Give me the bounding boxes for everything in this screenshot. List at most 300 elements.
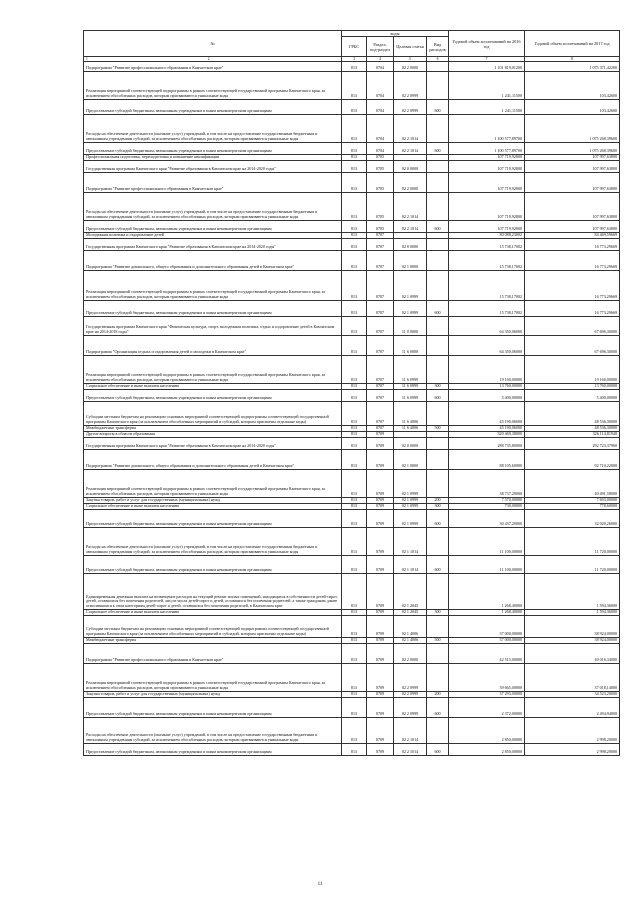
row-name: Предоставление субсидий бюджетным, автономным учреждениям и иным некоммерческим организациям [84, 510, 342, 528]
row-2016: 37 000,00000 [449, 616, 525, 638]
col-number: 8 [525, 57, 620, 62]
table-row [84, 221, 620, 233]
row-section: 0705 [367, 221, 394, 233]
row-target: 02 2 0999 [394, 100, 427, 115]
row-target: 11 6 0999 [394, 356, 427, 384]
row-2017: 48 536,30000 [525, 402, 620, 426]
row-2016: 37 000,00000 [449, 638, 525, 644]
row-grbs: 813 [342, 390, 367, 402]
row-section: 0707 [367, 390, 394, 402]
row-target: 02 2 0000 [394, 644, 427, 664]
row-target: 02 2 0999 [394, 72, 427, 100]
row-name: Расходы на обеспечение деятельности (оказание услуг) учреждений, в том числе на предоставление государственным бюджетным и автономным учреждениям субсидий, за исключением обособленных расходов, которым присваиваются уникальные коды [84, 718, 342, 744]
table-row [84, 100, 620, 115]
row-target: 11 6 0999 [394, 384, 427, 390]
row-target: 02 1 1014 [394, 556, 427, 574]
row-grbs: 813 [342, 664, 367, 692]
row-2016: 107 719,92800 [449, 173, 525, 193]
row-kind [427, 62, 449, 72]
row-section: 0709 [367, 528, 394, 556]
row-2016: 15 738,17002 [449, 239, 525, 251]
table-row [84, 115, 620, 143]
row-name: Профессиональная подготовка, переподготовка и повышение квалификации [84, 155, 342, 161]
table-row [84, 251, 620, 271]
row-name: Предоставление субсидий бюджетным, автономным учреждениям и иным некоммерческим организациям [84, 100, 342, 115]
table-row [84, 173, 620, 193]
table-row [84, 616, 620, 638]
row-target: 02 1 4006 [394, 616, 427, 638]
row-target: 02 2 1014 [394, 744, 427, 756]
row-target: 02 0 0000 [394, 161, 427, 173]
row-2016: 38 737,20000 [449, 470, 525, 498]
row-kind: 300 [427, 384, 449, 390]
row-grbs: 813 [342, 698, 367, 718]
row-target: 02 2 0999 [394, 698, 427, 718]
row-2017: 1 594,36000 [525, 610, 620, 616]
header-2017: Годовой объем ассигнований на 2017 год [525, 31, 620, 57]
row-section: 0709 [367, 450, 394, 470]
table-row [84, 143, 620, 155]
row-2017: 40 016,34000 [525, 644, 620, 664]
row-grbs: 813 [342, 233, 367, 239]
row-2016: 1 100 577,89700 [449, 115, 525, 143]
row-name: Реализация мероприятий соответствующей подпрограммы в рамках соответствующей государственной программы Камчатского края, за исключением обособленных расходов, которым присваиваются уникальные коды [84, 356, 342, 384]
row-section: 0709 [367, 616, 394, 638]
row-2016: 1 101 819,01200 [449, 62, 525, 72]
row-2017: 16 773,29669 [525, 301, 620, 317]
row-name: Реализация мероприятий соответствующей подпрограммы в рамках соответствующей государственной программы Камчатского края, за исключением обособленных расходов, которым присваиваются уникальные коды [84, 72, 342, 100]
row-target: 02 1 2045 [394, 574, 427, 610]
row-name: Предоставление субсидий бюджетным, автономным учреждениям и иным некоммерческим организациям [84, 143, 342, 155]
header-grbs: ГРБС [342, 37, 367, 57]
row-2016: 107 719,92800 [449, 221, 525, 233]
row-2017: 292 723,37960 [525, 438, 620, 450]
row-grbs: 813 [342, 644, 367, 664]
row-section: 0707 [367, 239, 394, 251]
row-section: 0709 [367, 610, 394, 616]
row-target: 02 0 0000 [394, 239, 427, 251]
table-row [84, 450, 620, 470]
row-kind [427, 251, 449, 271]
row-kind [427, 616, 449, 638]
row-kind: 600 [427, 301, 449, 317]
row-2017: 67 696,30000 [525, 317, 620, 336]
table-row [84, 438, 620, 450]
row-grbs: 813 [342, 115, 367, 143]
row-kind: 200 [427, 692, 449, 698]
row-section: 0705 [367, 173, 394, 193]
row-grbs: 813 [342, 239, 367, 251]
row-2017: 2 494,94000 [525, 698, 620, 718]
row-grbs: 813 [342, 336, 367, 356]
row-target: 11 6 4006 [394, 426, 427, 432]
row-2017: 1 075 371,42200 [525, 62, 620, 72]
row-2016: 1 241,11500 [449, 100, 525, 115]
row-2017: 16 773,29669 [525, 271, 620, 301]
row-section: 0704 [367, 62, 394, 72]
table-row [84, 193, 620, 221]
row-2016: 2 372,00000 [449, 698, 525, 718]
row-name: Государственная программа Камчатского края "Развитие образования в Камчатском крае на 2014-2020 годы" [84, 239, 342, 251]
table-row [84, 161, 620, 173]
row-grbs: 813 [342, 62, 367, 72]
row-section: 0709 [367, 638, 394, 644]
row-section: 0709 [367, 470, 394, 498]
row-target: 11 6 0999 [394, 390, 427, 402]
row-grbs: 813 [342, 510, 367, 528]
row-name: Предоставление субсидий бюджетным, автономным учреждениям и иным некоммерческим организациям [84, 698, 342, 718]
row-section: 0709 [367, 698, 394, 718]
row-name: Социальное обеспечение и иные выплаты населению [84, 384, 342, 390]
table-row [84, 556, 620, 574]
row-section: 0709 [367, 556, 394, 574]
row-kind: 600 [427, 556, 449, 574]
row-kind [427, 173, 449, 193]
row-kind [427, 574, 449, 610]
row-2016: 15 738,17002 [449, 251, 525, 271]
row-2017: 40 491,58000 [525, 470, 620, 498]
row-section: 0709 [367, 510, 394, 528]
page-number: 11 [317, 882, 323, 887]
row-grbs: 813 [342, 504, 367, 510]
table-row [84, 574, 620, 610]
row-target: 02 1 0999 [394, 498, 427, 504]
row-target: 02 2 0999 [394, 692, 427, 698]
row-name: Подпрограмма "Развитие профессионального образования в Камчатском крае" [84, 173, 342, 193]
row-section: 0707 [367, 356, 394, 384]
row-name: Субсидии местным бюджетам на реализацию основных мероприятий соответствующей подпрограммы соответствующей государственной программы Камчатского края (за исключением обособленных мероприятий и субсидий, которым присвоены отдельные коды) [84, 402, 342, 426]
row-2016: 64 350,06000 [449, 336, 525, 356]
row-2016: 30 437,20000 [449, 510, 525, 528]
row-target: 02 2 1014 [394, 115, 427, 143]
row-name: Расходы на обеспечение деятельности (оказание услуг) учреждений, в том числе на предоставление государственным бюджетным и автономным учреждениям субсидий, за исключением обособленных расходов, которым присваиваются уникальные коды [84, 528, 342, 556]
row-name: Социальное обеспечение и иные выплаты населению [84, 504, 342, 510]
col-number: 7 [449, 57, 525, 62]
row-grbs: 813 [342, 450, 367, 470]
row-2016: 7 570,00000 [449, 498, 525, 504]
row-name: Подпрограмма "Организация отдыха и оздоровления детей и молодежи в Камчатском крае" [84, 336, 342, 356]
row-2016: 88 105,60000 [449, 450, 525, 470]
row-kind [427, 193, 449, 221]
table-row [84, 510, 620, 528]
row-2016: 15 738,17002 [449, 301, 525, 317]
row-2017: 107 997,63800 [525, 173, 620, 193]
row-2017: 107 997,63800 [525, 221, 620, 233]
row-grbs: 813 [342, 528, 367, 556]
row-name: Подпрограмма "Развитие профессионального образования в Камчатском крае" [84, 644, 342, 664]
row-2017: 778,60000 [525, 504, 620, 510]
row-kind: 600 [427, 100, 449, 115]
row-name: Молодежная политика и оздоровление детей [84, 233, 342, 239]
table-row [84, 271, 620, 301]
row-grbs: 813 [342, 498, 367, 504]
row-kind: 500 [427, 638, 449, 644]
row-2017: 1 075 268,39600 [525, 143, 620, 155]
row-target: 11 6 0000 [394, 336, 427, 356]
header-code-group: коды [342, 31, 449, 37]
row-name: Государственная программа Камчатского края "Развитие образования в Камчатском крае на 2014-2020 годы" [84, 438, 342, 450]
row-section: 0707 [367, 336, 394, 356]
table-row [84, 470, 620, 498]
row-2016: 288 735,80000 [449, 438, 525, 450]
row-name: Предоставление субсидий бюджетным, автономным учреждениям и иным некоммерческим организациям [84, 390, 342, 402]
row-section: 0709 [367, 574, 394, 610]
row-section: 0709 [367, 504, 394, 510]
table-row [84, 744, 620, 756]
row-section: 0709 [367, 438, 394, 450]
row-name: Межбюджетные трансферты [84, 426, 342, 432]
row-name: Субсидии местным бюджетам на реализацию основных мероприятий соответствующей подпрограммы соответствующей государственной программы Камчатского края (за исключением обособленных мероприятий и субсидий, которым присвоены отдельные коды) [84, 616, 342, 638]
row-grbs: 813 [342, 470, 367, 498]
row-2017: 92 710,22000 [525, 450, 620, 470]
row-grbs: 813 [342, 161, 367, 173]
table-row [84, 356, 620, 384]
row-2016: 1 241,11500 [449, 72, 525, 100]
row-target: 02 1 0000 [394, 251, 427, 271]
col-number: 3 [342, 57, 367, 62]
table-row [84, 72, 620, 100]
row-name: Закупка товаров, работ и услуг для государственных (муниципальных) нужд [84, 498, 342, 504]
row-2016: 107 719,92800 [449, 193, 525, 221]
row-target: 02 2 0000 [394, 62, 427, 72]
row-kind: 600 [427, 744, 449, 756]
row-section: 0705 [367, 155, 394, 161]
col-number: 4 [367, 57, 394, 62]
row-section: 0707 [367, 301, 394, 317]
row-kind [427, 271, 449, 301]
row-target: 02 1 0999 [394, 504, 427, 510]
row-2017: 19 160,00000 [525, 356, 620, 384]
row-section: 0709 [367, 498, 394, 504]
row-section: 0709 [367, 432, 394, 438]
header-target: Целевая статья [394, 37, 427, 57]
row-2017: 5 400,00000 [525, 390, 620, 402]
row-2016: 42 515,00000 [449, 644, 525, 664]
row-grbs: 813 [342, 155, 367, 161]
row-2017: 1 594,36000 [525, 574, 620, 610]
row-grbs: 813 [342, 221, 367, 233]
row-kind: 600 [427, 221, 449, 233]
row-grbs: 813 [342, 251, 367, 271]
budget-sheet [83, 30, 619, 756]
row-name: Государственная программа Камчатского края "Развитие образования в Камчатском крае на 2014-2020 годы" [84, 161, 342, 173]
row-section: 0705 [367, 161, 394, 173]
row-target: 02 1 2045 [394, 610, 427, 616]
row-2016: 5 400,00000 [449, 390, 525, 402]
header-section: Раздел, под-раздел [367, 37, 394, 57]
row-target: 02 1 1014 [394, 528, 427, 556]
row-grbs: 813 [342, 574, 367, 610]
col-number: 5 [394, 57, 427, 62]
row-2016: 107 719,92800 [449, 155, 525, 161]
table-row [84, 402, 620, 426]
row-section: 0707 [367, 402, 394, 426]
row-target: 02 1 0999 [394, 271, 427, 301]
table-body [84, 57, 620, 756]
row-grbs: 813 [342, 638, 367, 644]
row-kind [427, 528, 449, 556]
row-grbs: 813 [342, 173, 367, 193]
row-grbs: 813 [342, 301, 367, 317]
row-section: 0704 [367, 143, 394, 155]
row-2016: 64 350,06000 [449, 317, 525, 336]
row-section: 0709 [367, 644, 394, 664]
row-kind: 300 [427, 504, 449, 510]
row-target: 02 2 0999 [394, 664, 427, 692]
row-kind [427, 336, 449, 356]
table-row [84, 62, 620, 72]
row-2017: 84 469,59669 [525, 233, 620, 239]
row-kind [427, 239, 449, 251]
row-2016: 107 719,92800 [449, 161, 525, 173]
row-section: 0709 [367, 692, 394, 698]
row-2017: 48 536,30000 [525, 426, 620, 432]
row-2016: 15 738,17002 [449, 271, 525, 301]
row-kind: 600 [427, 698, 449, 718]
row-target: 02 2 0000 [394, 173, 427, 193]
row-2016: 1 268,40000 [449, 610, 525, 616]
row-name: Реализация мероприятий соответствующей подпрограммы в рамках соответствующей государственной программы Камчатского края, за исключением обособленных расходов, которым присваиваются уникальные коды [84, 470, 342, 498]
table-row [84, 301, 620, 317]
table-row [84, 644, 620, 664]
row-target: 02 2 1014 [394, 221, 427, 233]
row-2016: 2 850,00000 [449, 744, 525, 756]
row-kind: 200 [427, 498, 449, 504]
row-grbs: 813 [342, 556, 367, 574]
row-section: 0707 [367, 426, 394, 432]
row-kind [427, 402, 449, 426]
row-grbs: 813 [342, 384, 367, 390]
row-section: 0707 [367, 251, 394, 271]
row-2017: 1 075 268,39600 [525, 115, 620, 143]
row-name: Предоставление субсидий бюджетным, автономным учреждениям и иным некоммерческим организациям [84, 556, 342, 574]
row-2016: 37 293,00000 [449, 692, 525, 698]
table-row [84, 317, 620, 336]
row-2017: 37 018,14000 [525, 664, 620, 692]
row-kind: 600 [427, 390, 449, 402]
row-grbs: 813 [342, 432, 367, 438]
row-kind [427, 450, 449, 470]
table-row [84, 528, 620, 556]
row-section: 0709 [367, 664, 394, 692]
row-kind [427, 317, 449, 336]
row-grbs: 813 [342, 193, 367, 221]
row-grbs: 813 [342, 317, 367, 336]
header-kind: Вид расходов [427, 37, 449, 57]
row-kind [427, 718, 449, 744]
row-grbs: 813 [342, 610, 367, 616]
row-name: Закупка товаров, работ и услуг для государственных (муниципальных) нужд [84, 692, 342, 698]
row-kind [427, 115, 449, 143]
row-kind [427, 644, 449, 664]
row-name: Подпрограмма "Развитие дошкольного, общего образования и дополнительного образования детей в Камчатском крае" [84, 450, 342, 470]
col-number: 1 [86, 57, 88, 61]
row-name: Расходы на обеспечение деятельности (оказание услуг) учреждений, в том числе на предоставление государственным бюджетным и автономным учреждениям субсидий, за исключением обособленных расходов, которым присваиваются уникальные коды [84, 193, 342, 221]
row-2017: 107 997,63800 [525, 193, 620, 221]
row-2017: 103,42600 [525, 100, 620, 115]
row-kind: 600 [427, 143, 449, 155]
row-2017: 11 720,00000 [525, 528, 620, 556]
row-target: 02 0 0000 [394, 438, 427, 450]
row-section: 0709 [367, 718, 394, 744]
col-number: 6 [427, 57, 449, 62]
row-target: 02 1 0000 [394, 450, 427, 470]
row-name: Подпрограмма "Развитие дошкольного, общего образования и дополнительного образования детей в Камчатском крае" [84, 251, 342, 271]
row-2017: 2 998,20000 [525, 744, 620, 756]
row-name: Единовременная денежная выплата на возмещение расходов на текущий ремонт жилых помещений, находящихся в собственности детей-сирот, детей, оставшихся без попечения родителей, лиц из числа детей-сирот и детей, оставшихся без попечения родителей, а также гражданам, ранее относившимся к этим категориям детей-сирот и детей, оставшихся без попечения родителей, в Камчатском крае [84, 574, 342, 610]
row-grbs: 813 [342, 692, 367, 698]
row-name: Государственная программа Камчатского края "Физическая культура, спорт, молодежная политика, отдых и оздоровление детей в Камчатском крае на 2014-2018 годы" [84, 317, 342, 336]
row-kind [427, 664, 449, 692]
row-grbs: 813 [342, 426, 367, 432]
row-section: 0707 [367, 233, 394, 239]
row-2016: 730,00000 [449, 504, 525, 510]
row-2016: 13 760,00000 [449, 384, 525, 390]
row-grbs: 813 [342, 402, 367, 426]
row-2016: 19 160,00000 [449, 356, 525, 384]
table-row [84, 718, 620, 744]
row-name: Межбюджетные трансферты [84, 638, 342, 644]
row-section: 0705 [367, 193, 394, 221]
row-2017: 32 020,26000 [525, 510, 620, 528]
row-name: Предоставление субсидий бюджетным, автономным учреждениям и иным некоммерческим организациям [84, 221, 342, 233]
row-2016: 1 268,40000 [449, 574, 525, 610]
row-section: 0709 [367, 744, 394, 756]
row-name: Реализация мероприятий соответствующей подпрограммы в рамках соответствующей государственной программы Камчатского края, за исключением обособленных расходов, которым присваиваются уникальные коды [84, 271, 342, 301]
row-2017: 107 997,63800 [525, 161, 620, 173]
row-target: 02 1 0999 [394, 301, 427, 317]
row-grbs: 813 [342, 100, 367, 115]
row-2017: 38 924,00000 [525, 616, 620, 638]
table-row [84, 239, 620, 251]
header-2016: Годовой объем ассигнований на 2016 год [449, 31, 525, 57]
row-2016: 2 850,00000 [449, 718, 525, 744]
table-row [84, 336, 620, 356]
row-grbs: 813 [342, 616, 367, 638]
row-2017: 34 523,20000 [525, 692, 620, 698]
row-2017: 38 924,00000 [525, 638, 620, 644]
row-2016: 80 088,23002 [449, 233, 525, 239]
row-2017: 16 773,29669 [525, 239, 620, 251]
row-grbs: 813 [342, 356, 367, 384]
row-2017: 67 696,30000 [525, 336, 620, 356]
row-name: Предоставление субсидий бюджетным, автономным учреждениям и иным некоммерческим организациям [84, 301, 342, 317]
row-section: 0707 [367, 384, 394, 390]
row-name: Социальное обеспечение и иные выплаты населению [84, 610, 342, 616]
row-name: Расходы на обеспечение деятельности (оказание услуг) учреждений, в том числе на предоставление государственным бюджетным и автономным учреждениям субсидий, за исключением обособленных расходов, которым присваиваются уникальные коды [84, 115, 342, 143]
row-2017: 11 720,00000 [525, 556, 620, 574]
row-grbs: 813 [342, 271, 367, 301]
row-target: 02 2 1014 [394, 193, 427, 221]
row-grbs: 813 [342, 143, 367, 155]
row-kind: 300 [427, 610, 449, 616]
row-name: Реализация мероприятий соответствующей подпрограммы в рамках соответствующей государственной программы Камчатского края, за исключением обособленных расходов, которым присваиваются уникальные коды [84, 664, 342, 692]
row-kind: 600 [427, 510, 449, 528]
row-target: 02 2 1014 [394, 718, 427, 744]
row-section: 0704 [367, 100, 394, 115]
row-section: 0707 [367, 317, 394, 336]
row-2016: 39 665,00000 [449, 664, 525, 692]
row-2017: 13 760,00000 [525, 384, 620, 390]
row-kind [427, 438, 449, 450]
row-2016: 45 190,06000 [449, 402, 525, 426]
row-section: 0707 [367, 271, 394, 301]
row-2017: 2 998,20000 [525, 718, 620, 744]
row-2016: 45 190,06000 [449, 426, 525, 432]
row-2016: 11 100,00000 [449, 556, 525, 574]
row-2017: 326 114,81940 [525, 432, 620, 438]
row-name: Другие вопросы в области образования [84, 432, 342, 438]
